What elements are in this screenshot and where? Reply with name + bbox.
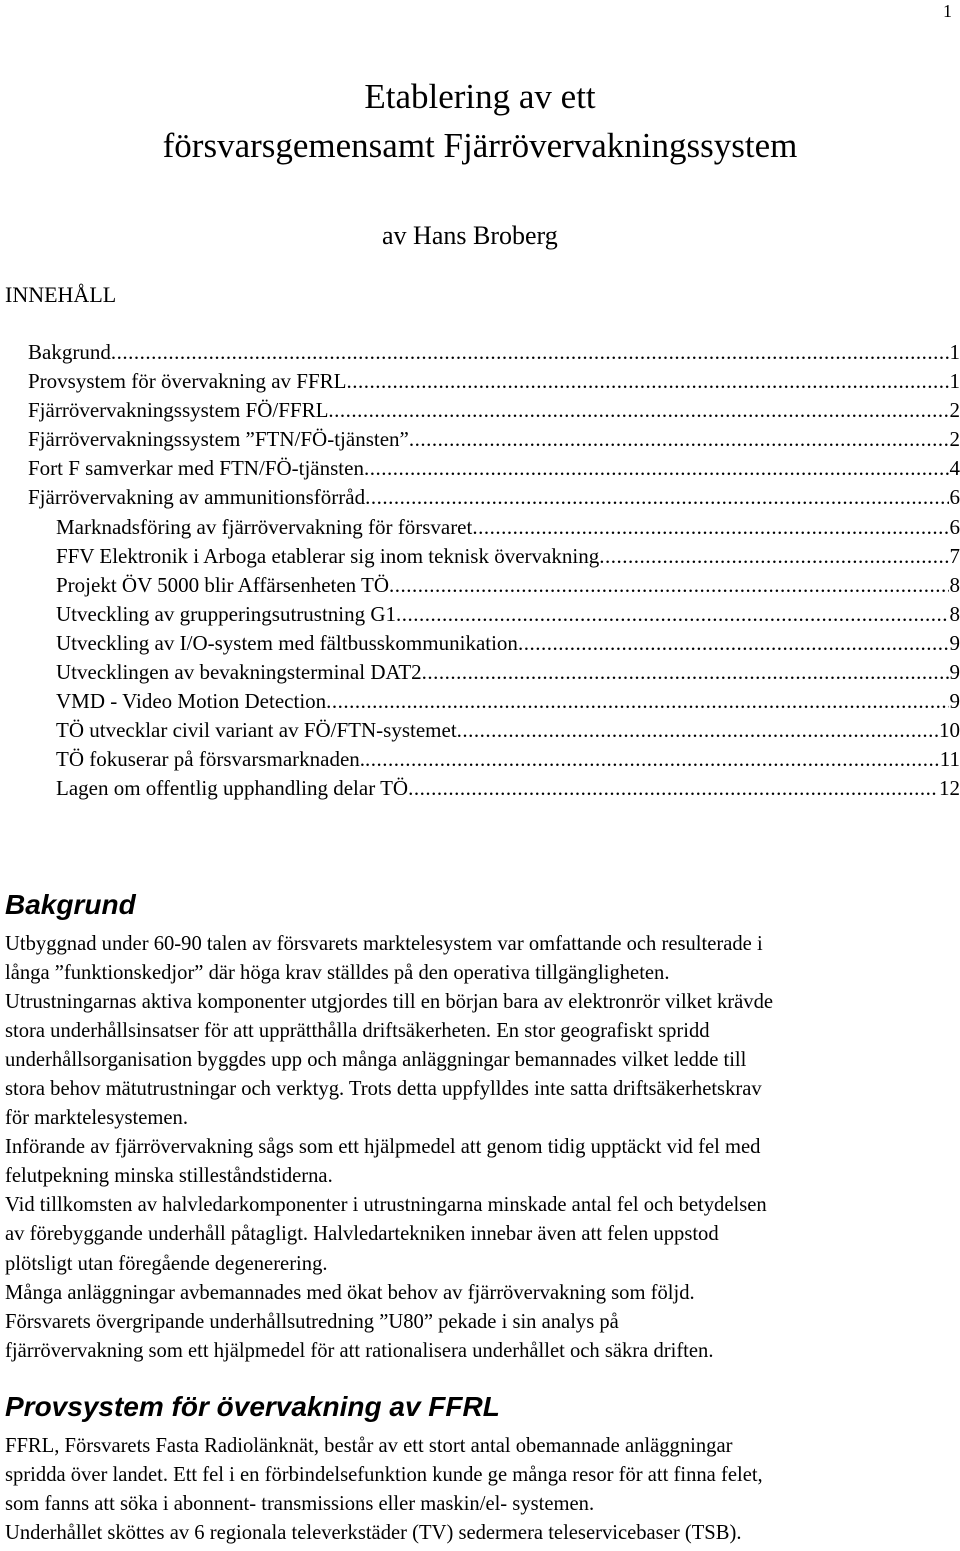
- toc-entry-page: 9: [949, 660, 960, 685]
- body-text-line: Utbyggnad under 60-90 talen av försvarets marktelesystem var omfattande och resulterade i: [5, 933, 763, 955]
- toc-entry[interactable]: [28, 425, 960, 454]
- body-text-line: Utrustningarnas aktiva komponenter utgjordes till en början bara av elektronrör vilket krävde: [5, 991, 774, 1014]
- toc-leader-dots: [326, 687, 948, 716]
- toc-entry-page: 1: [949, 340, 960, 364]
- toc-entry-label: Utveckling av grupperingsutrustning G1: [56, 601, 397, 626]
- section-heading-provsystem: Provsystem för övervakning av FFRL: [5, 1391, 500, 1422]
- toc-leader-dots: [389, 571, 948, 600]
- toc-leader-dots: [599, 542, 948, 571]
- toc-entry-label: FFV Elektronik i Arboga etablerar sig inom teknisk övervakning: [56, 543, 600, 568]
- body-text-line: Många anläggningar avbemannades med ökat behov av fjärrövervakning som följd.: [5, 1281, 695, 1304]
- toc-leader-dots: [422, 658, 949, 687]
- toc-leader-dots: [472, 513, 948, 542]
- toc-entry[interactable]: [28, 687, 960, 716]
- toc-entry-label: Utvecklingen av bevakningsterminal DAT2: [56, 660, 422, 685]
- toc-entry-page: 6: [949, 485, 960, 510]
- toc-entry-label: Utveckling av I/O-system med fältbusskommunikation: [56, 630, 518, 655]
- toc-entry-label: Fort F samverkar med FTN/FÖ-tjänsten: [28, 456, 364, 481]
- toc-entry[interactable]: [28, 716, 960, 745]
- toc-entry[interactable]: [28, 454, 960, 483]
- body-text-line: Försvarets övergripande underhållsutredning ”U80” pekade i sin analys på: [5, 1310, 619, 1333]
- toc-entry-label: Bakgrund: [28, 340, 111, 364]
- toc-entry-page: 1: [949, 369, 960, 394]
- title-line: försvarsgemensamt Fjärrövervakningssystem: [162, 126, 798, 165]
- toc-entry-label: TÖ utvecklar civil variant av FÖ/FTN-systemet: [56, 718, 457, 743]
- toc-entry-page: 4: [949, 456, 960, 481]
- toc-entry[interactable]: [28, 629, 960, 658]
- toc-leader-dots: [111, 338, 949, 367]
- toc-entry-page: 9: [949, 689, 960, 714]
- toc-entry-page: 12: [939, 776, 960, 801]
- body-text-line: för marktelesystemen.: [5, 1107, 188, 1130]
- body-text-line: långa ”funktionskedjor” där höga krav ställdes på den operativa tillgängligheten.: [5, 962, 670, 985]
- toc-heading: INNEHÅLL: [5, 282, 117, 307]
- toc-entry-label: Provsystem för övervakning av FFRL: [28, 369, 347, 394]
- title-line: Etablering av ett: [364, 77, 596, 116]
- body-text-line: av förebyggande underhåll påtagligt. Halvledartekniken innebar även att felen uppstod: [5, 1223, 719, 1246]
- toc-entry-label: Fjärrövervakning av ammunitionsförråd: [28, 485, 366, 510]
- toc-entry-page: 10: [939, 718, 960, 743]
- toc-entry-page: 2: [949, 427, 960, 452]
- page-number: 1: [943, 1, 952, 21]
- toc-entry-label: Marknadsföring av fjärrövervakning för försvaret: [56, 514, 473, 539]
- section-heading-bakgrund: Bakgrund: [5, 889, 136, 920]
- toc-entry[interactable]: [28, 658, 960, 687]
- body-text-line: Införande av fjärrövervakning sågs som ett hjälpmedel att genom tidig upptäckt vid fel med: [5, 1136, 761, 1159]
- toc-entry-page: 9: [949, 630, 960, 655]
- toc-entry[interactable]: [28, 483, 960, 512]
- toc-entry[interactable]: [28, 600, 960, 629]
- toc-entry-label: Fjärrövervakningssystem FÖ/FFRL: [28, 398, 329, 423]
- toc-leader-dots: [408, 774, 938, 803]
- section-body-bakgrund: [5, 930, 955, 1366]
- toc-entry-label: Fjärrövervakningssystem ”FTN/FÖ-tjänsten”: [28, 427, 409, 452]
- toc-entry[interactable]: [28, 542, 960, 571]
- body-text-line: stora behov mätutrustningar och verktyg. Trots detta uppfylldes inte satta driftsäkerhetskrav: [5, 1078, 762, 1101]
- body-text-line: underhållsorganisation byggdes upp och många anläggningar bemannades vilket ledde till: [5, 1049, 747, 1072]
- toc-entry-label: Lagen om offentlig upphandling delar TÖ: [56, 776, 409, 801]
- toc-entry-page: 2: [949, 398, 960, 423]
- body-text-line: felutpekning minska stilleståndstiderna.: [5, 1165, 333, 1188]
- toc-entry[interactable]: [28, 367, 960, 396]
- body-text-line: Vid tillkomsten av halvledarkomponenter i utrustningarna minskade antal fel och betydelsen: [5, 1194, 767, 1217]
- body-text-line: fjärrövervakning som ett hjälpmedel för att rationalisera underhållet och säkra driften.: [5, 1339, 714, 1362]
- body-text-line: spridda över landet. Ett fel i en förbindelsefunktion kunde ge många resor för att finna felet,: [5, 1464, 763, 1487]
- section-body-provsystem: [5, 1432, 955, 1548]
- toc-entry-label: VMD - Video Motion Detection: [56, 689, 327, 714]
- toc-entry[interactable]: [28, 774, 960, 803]
- body-text-line: Underhållet sköttes av 6 regionala televerkstäder (TV) sedermera teleservicebaser (TSB).: [5, 1522, 742, 1545]
- document-title: [0, 72, 960, 170]
- body-text-line: som fanns att söka i abonnent- transmissions eller maskin/el- systemen.: [5, 1493, 595, 1516]
- toc-entry-label: Projekt ÖV 5000 blir Affärsenheten TÖ: [56, 572, 390, 597]
- toc-leader-dots: [365, 483, 948, 512]
- toc-leader-dots: [409, 425, 949, 454]
- body-text-line: FFRL, Försvarets Fasta Radiolänknät, består av ett stort antal obemannade anläggningar: [5, 1435, 733, 1457]
- toc-leader-dots: [396, 600, 948, 629]
- body-text-line: plötsligt utan föregående degenerering.: [5, 1252, 328, 1275]
- toc-entry-page: 8: [949, 572, 960, 597]
- toc-entry-page: 6: [949, 514, 960, 539]
- toc-leader-dots: [328, 396, 948, 425]
- toc-entry[interactable]: [28, 513, 960, 542]
- toc-entry-label: TÖ fokuserar på försvarsmarknaden.: [56, 747, 366, 772]
- toc-entry[interactable]: [28, 396, 960, 425]
- toc-leader-dots: [518, 629, 949, 658]
- toc-entry[interactable]: [28, 338, 960, 367]
- toc-entry-page: 11: [939, 747, 960, 772]
- toc-leader-dots: [365, 745, 939, 774]
- toc-leader-dots: [346, 367, 948, 396]
- body-text-line: stora underhållsinsatser för att upprätthålla driftsäkerheten. En stor geografiskt spridd: [5, 1020, 710, 1043]
- toc-entry-page: 8: [949, 601, 960, 626]
- table-of-contents: [28, 338, 960, 804]
- toc-leader-dots: [457, 716, 938, 745]
- toc-leader-dots: [364, 454, 949, 483]
- toc-entry-page: 7: [949, 543, 960, 568]
- toc-entry[interactable]: [28, 571, 960, 600]
- toc-entry[interactable]: [28, 745, 960, 774]
- author-line: av Hans Broberg: [382, 221, 558, 250]
